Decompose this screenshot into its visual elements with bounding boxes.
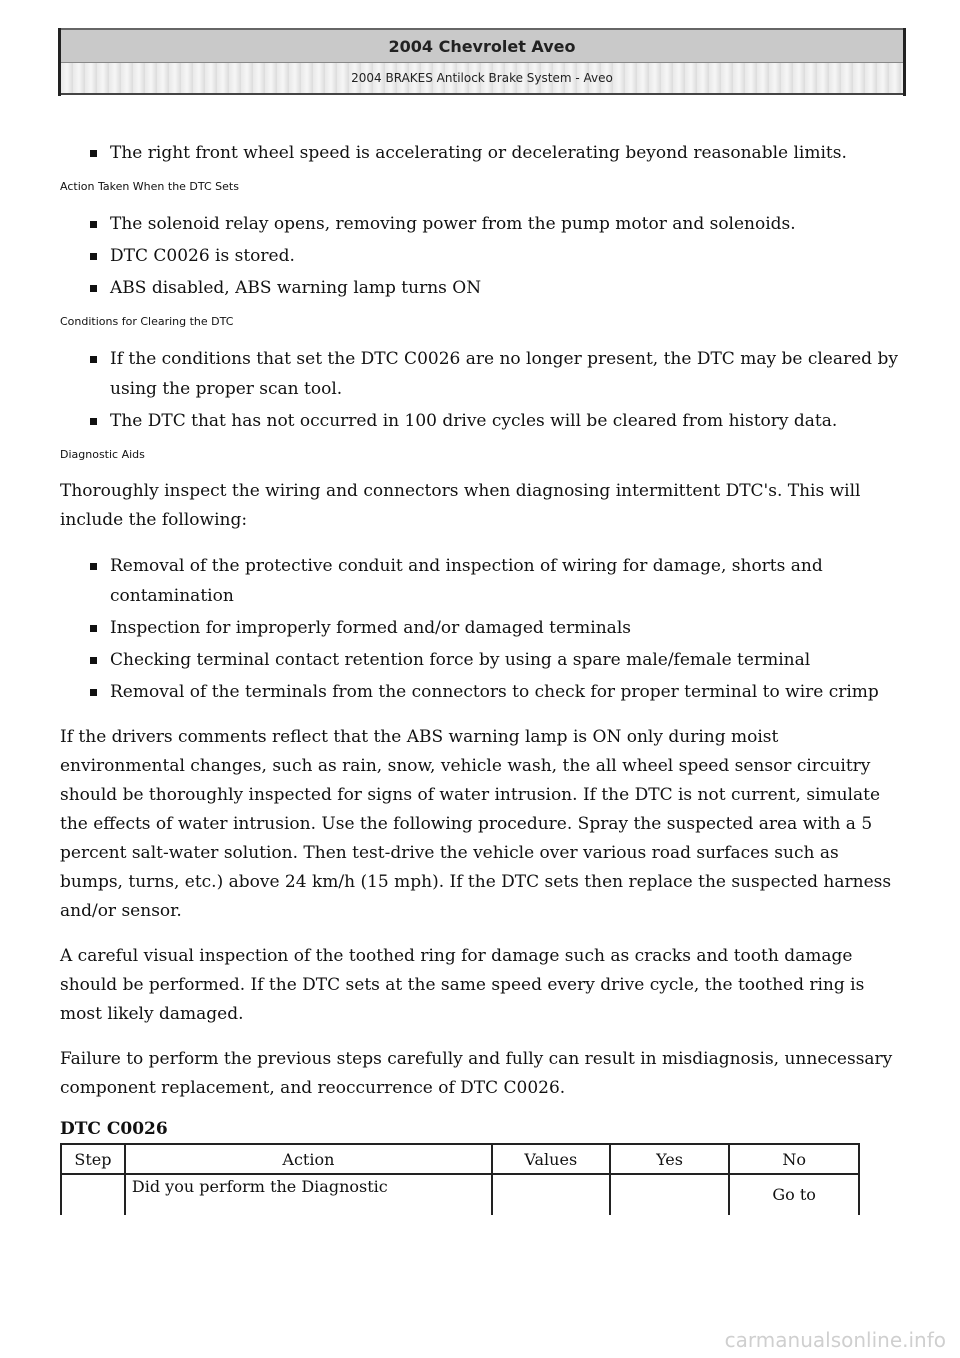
- list-item: The DTC that has not occurred in 100 drive cycles will be cleared from history data.: [90, 406, 905, 436]
- action-list: [60, 209, 905, 303]
- table-row: [61, 1174, 859, 1215]
- list-item: ABS disabled, ABS warning lamp turns ON: [90, 273, 905, 303]
- page-header: [58, 28, 906, 96]
- diagnostic-table: [60, 1143, 860, 1215]
- header-title: 2004 Chevrolet Aveo: [61, 28, 903, 63]
- failure-paragraph: Failure to perform the previous steps carefully and fully can result in misdiagnosis, unnecessary component replacement, and reoccurrence of DTC C0026.: [60, 1049, 893, 1098]
- list-item: DTC C0026 is stored.: [90, 241, 905, 271]
- table-header-row: [61, 1144, 859, 1174]
- cell-step: [61, 1174, 125, 1215]
- cell-yes: [610, 1174, 730, 1215]
- list-item: Inspection for improperly formed and/or damaged terminals: [90, 613, 905, 643]
- bullet-icon: [90, 356, 97, 363]
- list-item: Removal of the protective conduit and inspection of wiring for damage, shorts and contamination: [90, 551, 905, 611]
- column-header-values: Values: [492, 1144, 610, 1174]
- cell-values: [492, 1174, 610, 1215]
- column-header-no: No: [729, 1144, 859, 1174]
- top-bullet-list: [60, 138, 905, 168]
- clearing-list: [60, 344, 905, 436]
- toothed-ring-paragraph: A careful visual inspection of the toothed ring for damage such as cracks and tooth damage should be performed. If the DTC sets at the same speed every drive cycle, the toothed ring is most likely damaged.: [60, 946, 865, 1024]
- bullet-icon: [90, 657, 97, 664]
- document-body: [60, 138, 905, 1215]
- watermark: carmanualsonline.info: [724, 1328, 946, 1352]
- section-heading-action: Action Taken When the DTC Sets: [60, 180, 239, 193]
- cell-action: Did you perform the Diagnostic: [125, 1174, 492, 1215]
- list-item: The solenoid relay opens, removing power from the pump motor and solenoids.: [90, 209, 905, 239]
- column-header-step: Step: [61, 1144, 125, 1174]
- inspection-list: [60, 551, 905, 707]
- table-title: DTC C0026: [60, 1119, 168, 1139]
- bullet-icon: [90, 418, 97, 425]
- section-heading-clearing: Conditions for Clearing the DTC: [60, 315, 234, 328]
- bullet-icon: [90, 625, 97, 632]
- header-subtitle: 2004 BRAKES Antilock Brake System - Aveo: [61, 63, 903, 95]
- bullet-icon: [90, 221, 97, 228]
- diagnostic-intro: Thoroughly inspect the wiring and connectors when diagnosing intermittent DTC's. This will include the following:: [60, 481, 861, 530]
- list-item: Removal of the terminals from the connectors to check for proper terminal to wire crimp: [90, 677, 905, 707]
- column-header-action: Action: [125, 1144, 492, 1174]
- bullet-icon: [90, 253, 97, 260]
- column-header-yes: Yes: [610, 1144, 730, 1174]
- bullet-icon: [90, 689, 97, 696]
- bullet-icon: [90, 150, 97, 157]
- bullet-icon: [90, 285, 97, 292]
- list-item: Checking terminal contact retention force by using a spare male/female terminal: [90, 645, 905, 675]
- list-item: The right front wheel speed is accelerating or decelerating beyond reasonable limits.: [90, 138, 905, 168]
- cell-no: Go to: [729, 1174, 859, 1215]
- section-heading-diagnostic-aids: Diagnostic Aids: [60, 448, 145, 461]
- bullet-icon: [90, 563, 97, 570]
- list-item: If the conditions that set the DTC C0026 are no longer present, the DTC may be cleared by using the proper scan tool.: [90, 344, 905, 404]
- water-intrusion-paragraph: If the drivers comments reflect that the ABS warning lamp is ON only during moist environmental changes, such as rain, snow, vehicle wash, the all wheel speed sensor circuitry should be thoroughly inspected for signs of water intrusion. If the DTC is not current, simulate the effects of water intrusion. Use the following procedure. Spray the suspected area with a 5 percent salt-water solution. Then test-drive the vehicle over various road surfaces such as bumps, turns, etc.) above 24 km/h (15 mph). If the DTC sets then replace the suspected harness and/or sensor.: [60, 727, 892, 921]
